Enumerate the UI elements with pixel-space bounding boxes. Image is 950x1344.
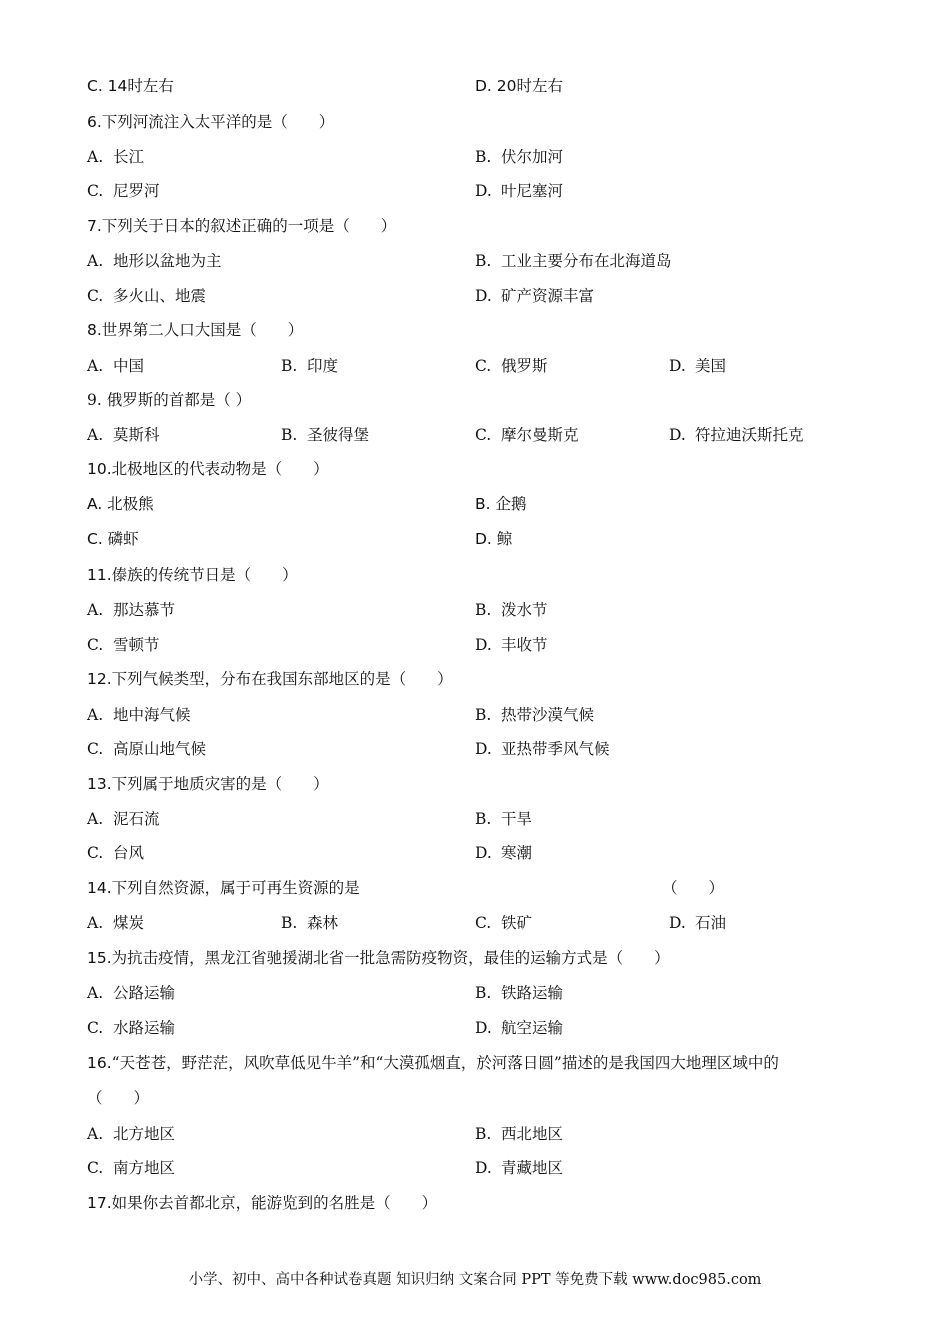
q13-text: 下列属于地质灾害的是（ ） [111,775,329,793]
q15-stem [87,948,670,968]
q11-option-b: B. 泼水节 [475,601,548,619]
q12-stem [87,669,453,689]
q9-option-b: B. 圣彼得堡 [281,426,370,444]
q10-option-c: C. 磷虾 [87,530,139,548]
q16-option-b: B. 西北地区 [475,1125,564,1143]
q13-number: 13. [87,775,112,793]
q8-option-b: B. 印度 [281,357,339,375]
q9-option-d: D. 符拉迪沃斯托克 [669,426,804,444]
q8-number: 8. [87,321,102,339]
q16-stem-continued: （ ） [87,1089,150,1107]
q8-options-row [0,356,950,376]
q10-stem [87,459,329,479]
q16-options-row-2 [0,1158,950,1178]
q13-options-row-2 [0,843,950,863]
q10-text: 北极地区的代表动物是（ ） [111,460,329,478]
q8-text: 世界第二人口大国是（ ） [101,321,304,339]
q10-options-row-2 [0,529,950,549]
q14-option-d: D. 石油 [669,914,727,932]
q14-option-b: B. 森林 [281,914,339,932]
q12-number: 12. [87,670,112,688]
q13-option-c: C. 台风 [87,844,145,862]
q7-options-row-1 [0,251,950,271]
q7-option-d: D. 矿产资源丰富 [475,287,595,305]
q10-number: 10. [87,460,112,478]
q6-stem [87,112,334,132]
q13-option-a: A. 泥石流 [87,810,160,828]
q7-option-a: A. 地形以盆地为主 [87,252,222,270]
q17-stem [87,1193,437,1213]
q8-option-d: D. 美国 [669,357,727,375]
q6-option-d: D. 叶尼塞河 [475,182,564,200]
q11-text: 傣族的传统节日是（ ） [111,566,298,584]
q8-option-a: A. 中国 [87,357,145,375]
q11-option-d: D. 丰收节 [475,636,548,654]
q8-option-c: C. 俄罗斯 [475,357,548,375]
q6-number: 6. [87,113,102,131]
q10-option-a: A. 北极熊 [87,495,154,513]
q13-option-d: D. 寒潮 [475,844,533,862]
q6-option-c: C. 尼罗河 [87,182,160,200]
q17-number: 17. [87,1194,112,1212]
q6-options-row-1 [0,147,950,167]
q14-option-c: C. 铁矿 [475,914,533,932]
page-footer: 小学、初中、高中各种试卷真题 知识归纳 文案合同 PPT 等免费下载 www.doc985.com [188,1272,762,1288]
q13-stem [87,774,329,794]
q12-option-a: A. 地中海气候 [87,706,191,724]
q6-option-b: B. 伏尔加河 [475,148,564,166]
q12-option-d: D. 亚热带季风气候 [475,740,610,758]
q15-number: 15. [87,949,112,967]
q15-option-b: B. 铁路运输 [475,984,564,1002]
q17-text: 如果你去首都北京，能游览到的名胜是（ ） [111,1194,438,1212]
q9-options-row [0,425,950,445]
q10-option-b: B. 企鹅 [475,495,527,513]
q15-option-a: A. 公路运输 [87,984,176,1002]
q16-option-a: A. 北方地区 [87,1125,176,1143]
q16-number: 16. [87,1054,112,1072]
q16-option-d: D. 青藏地区 [475,1159,564,1177]
q15-option-d: D. 航空运输 [475,1019,564,1037]
q12-option-b: B. 热带沙漠气候 [475,706,595,724]
q11-options-row-2 [0,635,950,655]
q12-option-c: C. 高原山地气候 [87,740,207,758]
q14-number: 14. [87,879,112,897]
q15-options-row-2 [0,1018,950,1038]
q11-options-row-1 [0,600,950,620]
q15-text: 为抗击疫情，黑龙江省驰援湖北省一批急需防疫物资，最佳的运输方式是（ ） [111,949,670,967]
q7-option-b: B. 工业主要分布在北海道岛 [475,252,672,270]
q10-options-row-1 [0,494,950,514]
q12-options-row-1 [0,705,950,725]
q16-text: “天苍苍，野茫茫，风吹草低见牛羊”和“大漠孤烟直，於河落日圆”描述的是我国四大地理区域中的 [111,1054,779,1072]
q6-options-row-2 [0,181,950,201]
q7-text: 下列关于日本的叙述正确的一项是（ ） [101,217,397,235]
q13-options-row-1 [0,809,950,829]
q8-stem [87,320,303,340]
q16-options-row-1 [0,1124,950,1144]
q11-stem [87,565,298,585]
q7-stem [87,216,396,236]
q6-option-a: A. 长江 [87,148,145,166]
q10-option-d: D. 鲸 [475,530,513,548]
q16-stem [87,1053,779,1073]
q14-answer-paren: （ ） [662,879,725,897]
q11-option-c: C. 雪顿节 [87,636,160,654]
q9-text: 俄罗斯的首都是（ ） [101,391,252,409]
q12-text: 下列气候类型，分布在我国东部地区的是（ ） [111,670,453,688]
q15-option-c: C. 水路运输 [87,1019,176,1037]
q5-option-c: C. 14时左右 [87,77,174,95]
q12-options-row-2 [0,739,950,759]
q6-text: 下列河流注入太平洋的是（ ） [101,113,335,131]
q5-option-d: D. 20时左右 [475,77,564,95]
q14-option-a: A. 煤炭 [87,914,145,932]
q7-number: 7. [87,217,102,235]
q13-option-b: B. 干旱 [475,810,533,828]
q11-number: 11. [87,566,112,584]
q14-options-row [0,913,950,933]
q7-option-c: C. 多火山、地震 [87,287,207,305]
q11-option-a: A. 那达慕节 [87,601,176,619]
q7-options-row-2 [0,286,950,306]
q9-option-a: A. 莫斯科 [87,426,160,444]
q9-option-c: C. 摩尔曼斯克 [475,426,579,444]
q14-paren-row [0,878,950,898]
q14-text: 下列自然资源，属于可再生资源的是 [111,879,360,897]
q9-stem [87,390,251,410]
q5-option-row [0,76,950,96]
q15-options-row-1 [0,983,950,1003]
q9-number: 9. [87,391,102,409]
q16-option-c: C. 南方地区 [87,1159,176,1177]
